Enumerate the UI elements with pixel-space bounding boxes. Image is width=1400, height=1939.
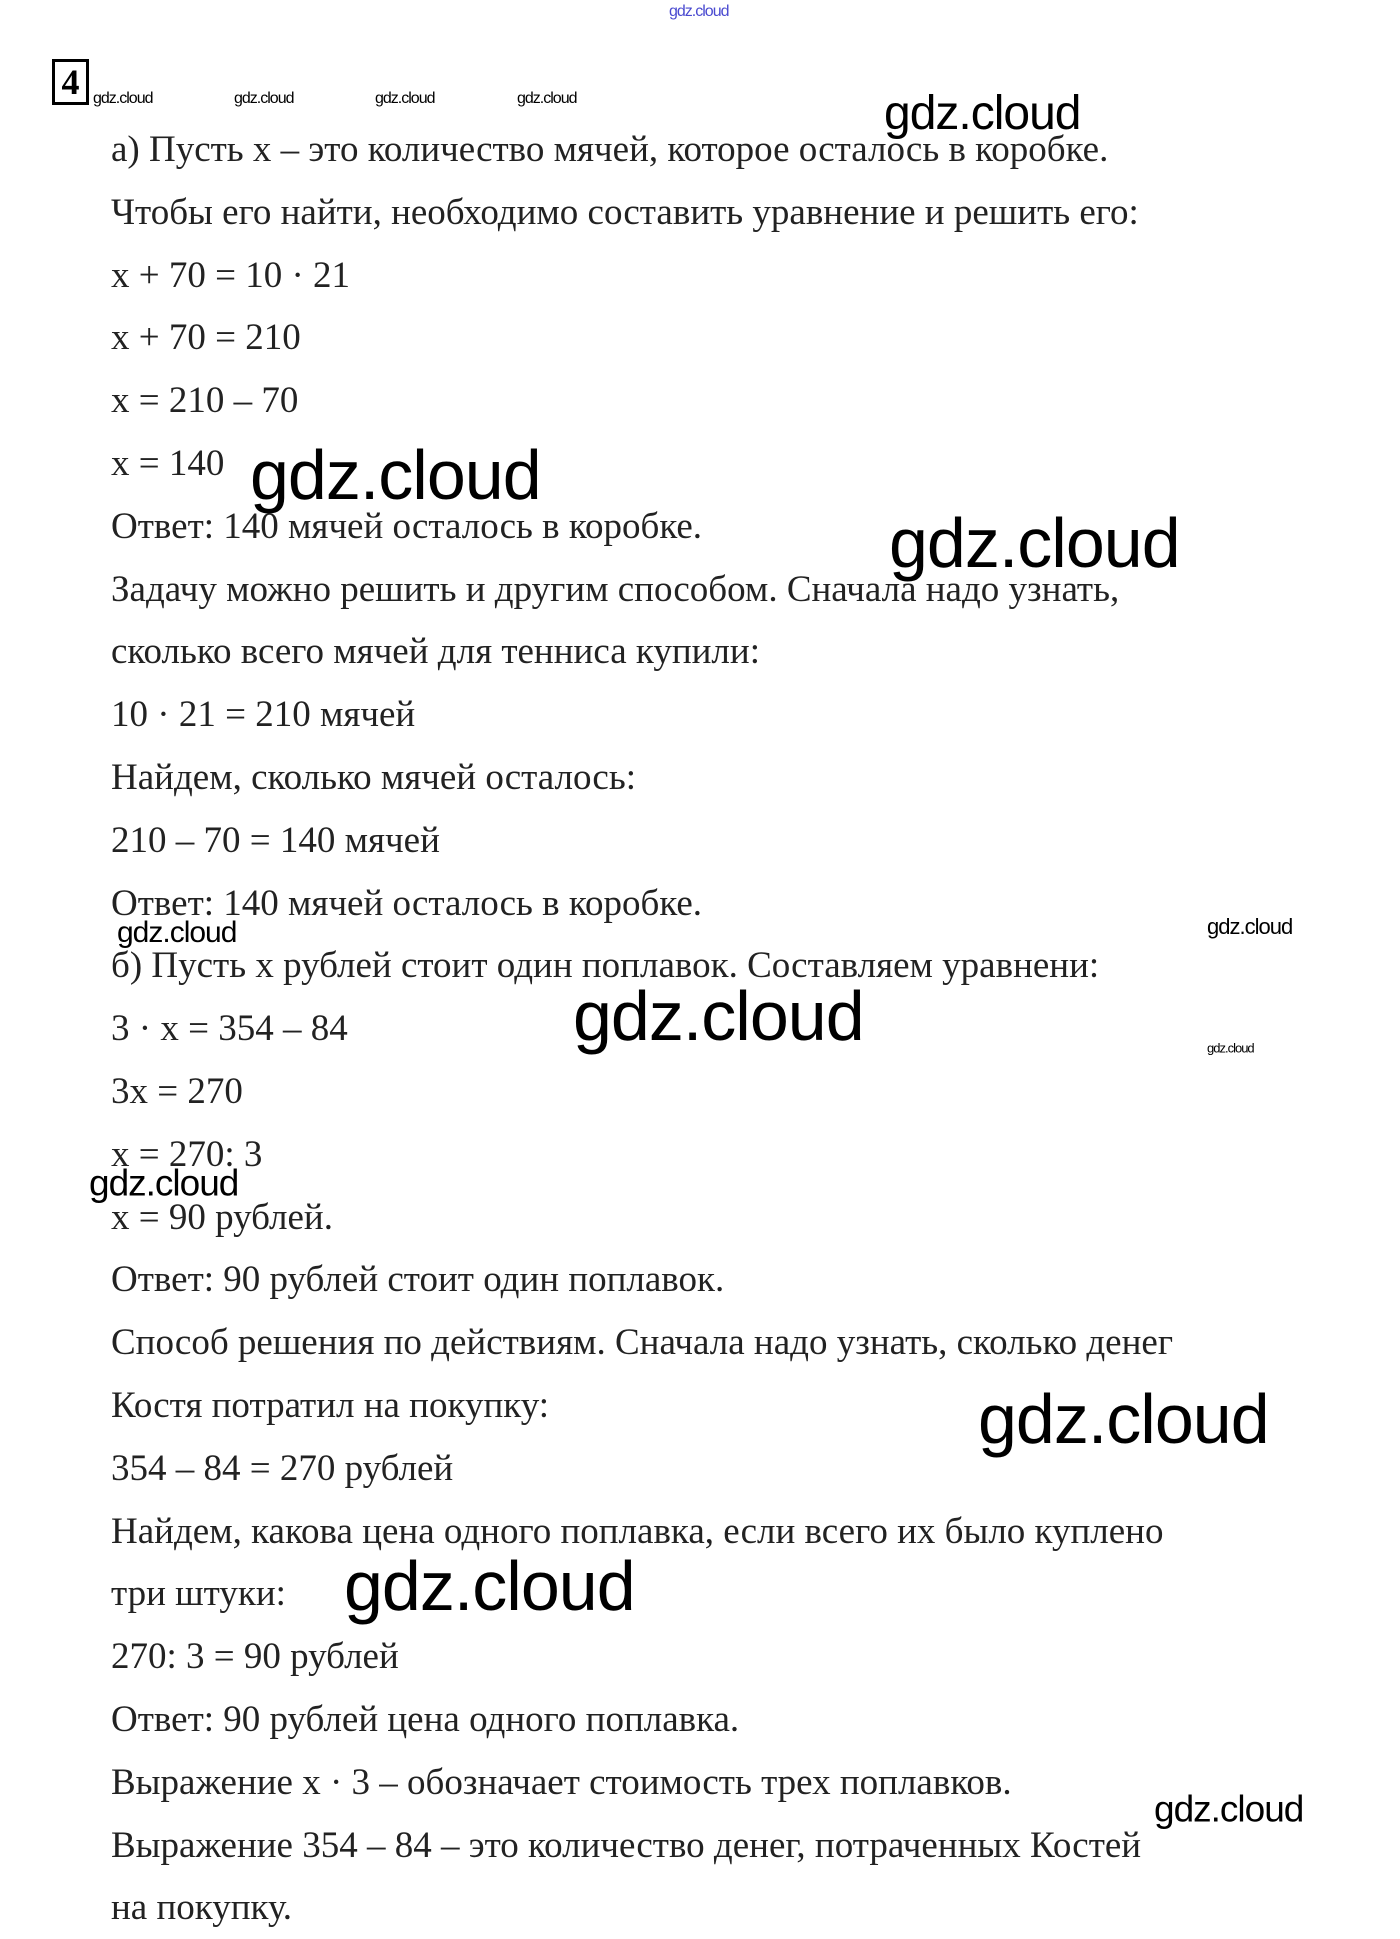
text-line: 3x = 270 <box>111 1071 243 1112</box>
text-line: 3 · x = 354 – 84 <box>111 1008 348 1050</box>
watermark: gdz.cloud <box>573 977 864 1055</box>
text-line: Найдем, какова цена одного поплавка, если всего их было куплено <box>111 1510 1164 1552</box>
task-number: 4 <box>52 59 89 105</box>
watermark-small: gdz.cloud <box>234 90 294 107</box>
text-line: сколько всего мячей для тенниса купили: <box>111 631 760 673</box>
text-line: Ответ: 90 рублей цена одного поплавка. <box>111 1699 740 1740</box>
watermark-small: gdz.cloud <box>517 90 577 107</box>
text-line: б) Пусть x рублей стоит один поплавок. Составляем уравнени: <box>111 945 1100 987</box>
text-line: x = 140 <box>111 443 225 484</box>
text-line: x = 210 – 70 <box>111 380 299 422</box>
text-line: 10 · 21 = 210 мячей <box>111 694 416 736</box>
text-line: Ответ: 90 рублей стоит один поплавок. <box>111 1259 725 1301</box>
watermark: gdz.cloud <box>89 1162 239 1204</box>
text-line: Ответ: 140 мячей осталось в коробке. <box>111 505 703 547</box>
text-line: 354 – 84 = 270 рублей <box>111 1447 454 1489</box>
watermark: gdz.cloud <box>978 1380 1269 1458</box>
text-line: три штуки: <box>111 1573 286 1615</box>
watermark-small: gdz.cloud <box>93 90 153 107</box>
text-line: x + 70 = 210 <box>111 317 301 359</box>
text-line: на покупку. <box>111 1887 293 1929</box>
text-line: Чтобы его найти, необходимо составить уравнение и решить его: <box>111 191 1139 233</box>
watermark: gdz.cloud <box>1207 914 1293 939</box>
watermark-top: gdz.cloud <box>669 3 729 20</box>
text-line: Ответ: 140 мячей осталось в коробке. <box>111 882 703 924</box>
text-line: Выражение 354 – 84 – это количество денег, потраченных Костей <box>111 1824 1142 1866</box>
watermark: gdz.cloud <box>250 436 541 514</box>
text-line: 210 – 70 = 140 мячей <box>111 819 440 861</box>
text-line: x = 270: 3 <box>111 1133 263 1175</box>
text-line: Способ решения по действиям. Сначала надо узнать, сколько денег <box>111 1322 1173 1364</box>
watermark: gdz.cloud <box>884 87 1081 140</box>
watermark: gdz.cloud <box>344 1547 635 1625</box>
text-line: Выражение x · 3 – обозначает стоимость трех поплавков. <box>111 1761 1012 1803</box>
text-line: 270: 3 = 90 рублей <box>111 1636 399 1678</box>
text-line: Костя потратил на покупку: <box>111 1385 549 1426</box>
text-line: x = 90 рублей. <box>111 1196 333 1238</box>
text-line: Задачу можно решить и другим способом. Сначала надо узнать, <box>111 568 1120 610</box>
text-line: Найдем, сколько мячей осталось: <box>111 757 637 798</box>
watermark: gdz.cloud <box>889 504 1180 582</box>
watermark: gdz.cloud <box>117 916 237 949</box>
watermark-small: gdz.cloud <box>375 90 435 107</box>
watermark: gdz.cloud <box>1154 1788 1304 1830</box>
text-line: а) Пусть x – это количество мячей, которое осталось в коробке. <box>111 129 1109 170</box>
text-line: x + 70 = 10 · 21 <box>111 254 351 296</box>
watermark: gdz.cloud <box>1207 1040 1254 1056</box>
